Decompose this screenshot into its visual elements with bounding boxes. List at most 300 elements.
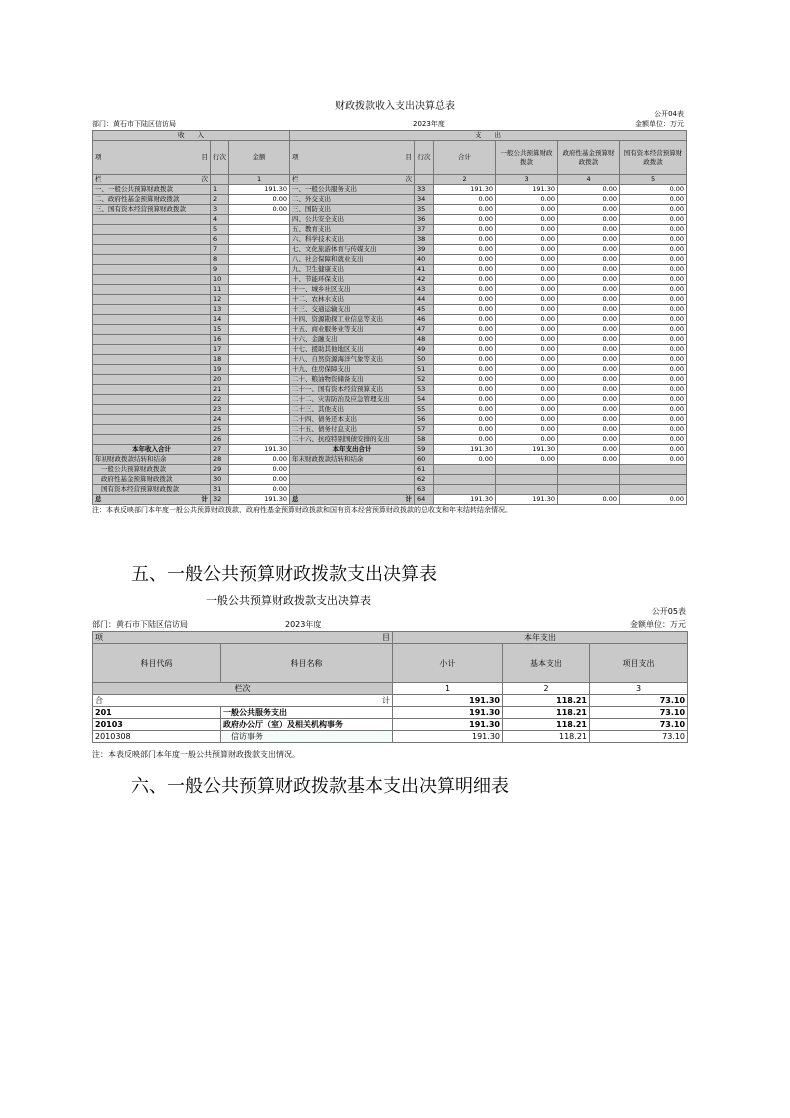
- end-balance-value: 0.00: [558, 455, 620, 465]
- expense-total: 0.00: [434, 355, 496, 365]
- expense-row-no: 45: [415, 305, 434, 315]
- expense-fund: 0.00: [558, 415, 620, 425]
- expense-state: 0.00: [620, 365, 687, 375]
- income-row-no: 19: [211, 365, 229, 375]
- expense-total: 0.00: [434, 245, 496, 255]
- table-row: [93, 425, 687, 435]
- table-row: [93, 275, 687, 285]
- table-row: [93, 335, 687, 345]
- subtotal-value: 191.30: [393, 707, 503, 719]
- sub-row-blank: [496, 485, 558, 495]
- col-state: 国有资本经营预算财政拨款: [620, 141, 687, 175]
- total-income-label: 本年收入合计: [93, 445, 211, 455]
- expense-state: 0.00: [620, 395, 687, 405]
- subject-name: 信访事务: [221, 731, 393, 743]
- sub-row-blank: [558, 475, 620, 485]
- table1: [92, 130, 687, 505]
- expense-item-name: 十五、商业服务业等支出: [290, 325, 415, 335]
- table-row: [93, 355, 687, 365]
- expense-state: 0.00: [620, 435, 687, 445]
- expense-item-name: 二十一、国有资本经营预算支出: [290, 385, 415, 395]
- income-item-name: [93, 405, 211, 415]
- expense-row-no: 48: [415, 335, 434, 345]
- income-item-name: [93, 285, 211, 295]
- expense-row-no: 39: [415, 245, 434, 255]
- expense-total: 0.00: [434, 205, 496, 215]
- sub-row-amount: 0.00: [229, 465, 290, 475]
- expense-state: 0.00: [620, 225, 687, 235]
- table2-note: 注：本表反映部门本年度一般公共预算财政拨款支出情况。: [92, 750, 300, 759]
- table-row: [93, 215, 687, 225]
- expense-row-no: 36: [415, 215, 434, 225]
- expense-general: 0.00: [496, 285, 558, 295]
- expense-item-name: 二十、粮油物资储备支出: [290, 375, 415, 385]
- t2-col-project: 项目支出: [590, 644, 688, 683]
- expense-fund: 0.00: [558, 405, 620, 415]
- basic-value: 118.21: [503, 707, 590, 719]
- lan-num: 4: [558, 175, 620, 185]
- income-row-no: 1: [211, 185, 229, 195]
- income-row-no: 14: [211, 315, 229, 325]
- expense-row-no: 50: [415, 355, 434, 365]
- income-amount: [229, 355, 290, 365]
- lan-num: 5: [620, 175, 687, 185]
- sub-row-expense-blank: [290, 485, 415, 495]
- income-amount: [229, 315, 290, 325]
- table-row: [93, 385, 687, 395]
- expense-fund: 0.00: [558, 205, 620, 215]
- expense-general: 0.00: [496, 225, 558, 235]
- table2: [92, 631, 688, 743]
- table-row: [93, 345, 687, 355]
- expense-fund: 0.00: [558, 275, 620, 285]
- col-item-label: 项: [292, 153, 299, 161]
- col-item-income: [93, 141, 211, 175]
- expense-item-name: 十三、交通运输支出: [290, 305, 415, 315]
- sub-row-blank: [620, 485, 687, 495]
- section-heading-6: 六、一般公共预算财政拨款基本支出决算明细表: [131, 776, 509, 797]
- income-row-no: 25: [211, 425, 229, 435]
- income-amount: [229, 405, 290, 415]
- income-row-no: 2: [211, 195, 229, 205]
- grand-total-expense-value: 0.00: [558, 495, 620, 505]
- t2-col-basic: 基本支出: [503, 644, 590, 683]
- expense-row-no: 54: [415, 395, 434, 405]
- income-row-no: 15: [211, 325, 229, 335]
- expense-item-name: 六、科学技术支出: [290, 235, 415, 245]
- table2-title: 一般公共预算财政拨款支出决算表: [206, 594, 371, 607]
- income-item-name: [93, 295, 211, 305]
- expense-fund: 0.00: [558, 365, 620, 375]
- income-row-no: 16: [211, 335, 229, 345]
- income-item-name: [93, 235, 211, 245]
- table-row: [93, 205, 687, 215]
- income-amount: [229, 365, 290, 375]
- income-item-name: [93, 225, 211, 235]
- expense-row-no: 46: [415, 315, 434, 325]
- expense-header: 支 出: [290, 131, 687, 141]
- project-value: 73.10: [590, 707, 688, 719]
- income-row-no: 26: [211, 435, 229, 445]
- income-item-name: [93, 335, 211, 345]
- expense-fund: 0.00: [558, 285, 620, 295]
- expense-general: 0.00: [496, 315, 558, 325]
- expense-state: 0.00: [620, 375, 687, 385]
- income-item-name: 三、国有资本经营预算财政拨款: [93, 205, 211, 215]
- t2-total-b: 计: [382, 696, 390, 705]
- expense-total: 0.00: [434, 235, 496, 245]
- sub-row-expense-no: 62: [415, 475, 434, 485]
- table1-code: 公开04表: [654, 110, 684, 118]
- expense-state: 0.00: [620, 215, 687, 225]
- sub-row-no: 31: [211, 485, 229, 495]
- income-item-name: [93, 415, 211, 425]
- sub-row-name: 一般公共预算财政拨款: [93, 465, 211, 475]
- t2-lanci: 栏次: [93, 683, 393, 695]
- income-item-name: [93, 215, 211, 225]
- expense-item-name: 十八、自然资源海洋气象等支出: [290, 355, 415, 365]
- income-amount: 191.30: [229, 185, 290, 195]
- income-row-no: 23: [211, 405, 229, 415]
- expense-fund: 0.00: [558, 325, 620, 335]
- income-amount: [229, 345, 290, 355]
- income-amount: [229, 275, 290, 285]
- expense-item-name: 四、公共安全支出: [290, 215, 415, 225]
- income-amount: [229, 335, 290, 345]
- grand-total-expense-value: 191.30: [434, 495, 496, 505]
- table-row: [93, 731, 688, 743]
- table2-year: 2023年度: [285, 620, 322, 629]
- income-amount: [229, 385, 290, 395]
- balance-row: [93, 455, 687, 465]
- income-row-no: 8: [211, 255, 229, 265]
- expense-general: 0.00: [496, 195, 558, 205]
- expense-total: 0.00: [434, 425, 496, 435]
- income-row-no: 22: [211, 395, 229, 405]
- table-row: [93, 435, 687, 445]
- expense-row-no: 41: [415, 265, 434, 275]
- expense-state: 0.00: [620, 325, 687, 335]
- table-row: [93, 325, 687, 335]
- income-row-no: 20: [211, 375, 229, 385]
- income-row-no: 3: [211, 205, 229, 215]
- lan-num: 1: [229, 175, 290, 185]
- expense-total: 0.00: [434, 295, 496, 305]
- table2-dept: 部门：黄石市下陆区信访局: [92, 620, 188, 629]
- expense-general: 0.00: [496, 245, 558, 255]
- table-row: [93, 225, 687, 235]
- income-row-no: 12: [211, 295, 229, 305]
- income-amount: 0.00: [229, 205, 290, 215]
- expense-fund: 0.00: [558, 215, 620, 225]
- expense-total: 0.00: [434, 255, 496, 265]
- t2-total-label: [93, 695, 393, 707]
- total-expense-no: 59: [415, 445, 434, 455]
- income-amount: [229, 395, 290, 405]
- expense-total: 0.00: [434, 335, 496, 345]
- income-amount: [229, 425, 290, 435]
- income-item-name: [93, 275, 211, 285]
- expense-fund: 0.00: [558, 425, 620, 435]
- expense-item-name: 八、社会保障和就业支出: [290, 255, 415, 265]
- expense-item-name: 一、一般公共服务支出: [290, 185, 415, 195]
- project-value: 73.10: [590, 719, 688, 731]
- lan-label: 栏: [292, 175, 299, 183]
- project-value: 73.10: [590, 731, 688, 743]
- expense-fund: 0.00: [558, 345, 620, 355]
- income-item-name: [93, 435, 211, 445]
- sub-row: [93, 465, 687, 475]
- income-item-name: [93, 315, 211, 325]
- expense-general: 0.00: [496, 235, 558, 245]
- income-amount: 0.00: [229, 195, 290, 205]
- expense-general: 0.00: [496, 415, 558, 425]
- lan-num: 3: [496, 175, 558, 185]
- expense-state: 0.00: [620, 415, 687, 425]
- begin-balance-label: 年初财政拨款结转和结余: [93, 455, 211, 465]
- table-row: [93, 395, 687, 405]
- expense-fund: 0.00: [558, 305, 620, 315]
- expense-total: 0.00: [434, 305, 496, 315]
- expense-general: 0.00: [496, 345, 558, 355]
- table-row: [93, 195, 687, 205]
- expense-state: 0.00: [620, 285, 687, 295]
- income-amount: [229, 325, 290, 335]
- table-row: [93, 707, 688, 719]
- total-expense-value: 0.00: [558, 445, 620, 455]
- income-amount: [229, 305, 290, 315]
- expense-total: 0.00: [434, 415, 496, 425]
- expense-state: 0.00: [620, 185, 687, 195]
- t2-total-subtotal: 191.30: [393, 695, 503, 707]
- sub-row-blank: [434, 475, 496, 485]
- expense-item-name: 十七、援助其他地区支出: [290, 345, 415, 355]
- expense-row-no: 55: [415, 405, 434, 415]
- col-mu-label: 目: [201, 153, 208, 161]
- expense-general: 0.00: [496, 205, 558, 215]
- income-row-no: 24: [211, 415, 229, 425]
- sub-row-blank: [558, 465, 620, 475]
- expense-state: 0.00: [620, 275, 687, 285]
- expense-total: 0.00: [434, 265, 496, 275]
- sub-row-expense-blank: [290, 475, 415, 485]
- income-amount: [229, 435, 290, 445]
- table-row: [93, 305, 687, 315]
- expense-item-name: 二十六、抗疫特别国债安排的支出: [290, 435, 415, 445]
- income-row-no: 11: [211, 285, 229, 295]
- expense-total: 0.00: [434, 405, 496, 415]
- expense-fund: 0.00: [558, 375, 620, 385]
- expense-total: 0.00: [434, 365, 496, 375]
- table1-title: 财政拨款收入支出决算总表: [335, 101, 455, 112]
- table1-dept: 部门：黄石市下陆区信访局: [92, 120, 176, 128]
- expense-row-no: 47: [415, 325, 434, 335]
- income-amount: [229, 265, 290, 275]
- table-row: [93, 255, 687, 265]
- income-amount: [229, 235, 290, 245]
- expense-state: 0.00: [620, 245, 687, 255]
- expense-item-name: 二十三、其他支出: [290, 405, 415, 415]
- expense-state: 0.00: [620, 385, 687, 395]
- grand-total-expense-label-left: 总: [292, 495, 299, 503]
- sub-row-expense-blank: [290, 465, 415, 475]
- table2-code: 公开05表: [651, 607, 686, 616]
- t2-mu-label: 目: [382, 633, 390, 642]
- total-income-amount: 191.30: [229, 445, 290, 455]
- expense-item-name: 十二、农林水支出: [290, 295, 415, 305]
- income-row-no: 6: [211, 235, 229, 245]
- expense-fund: 0.00: [558, 395, 620, 405]
- expense-row-no: 33: [415, 185, 434, 195]
- table-row: [93, 719, 688, 731]
- expense-total: 0.00: [434, 395, 496, 405]
- expense-fund: 0.00: [558, 195, 620, 205]
- expense-item-name: 十四、资源勘探工业信息等支出: [290, 315, 415, 325]
- sub-row-name: 国有资本经营预算财政拨款: [93, 485, 211, 495]
- expense-item-name: 二十五、债务付息支出: [290, 425, 415, 435]
- income-row-no: 18: [211, 355, 229, 365]
- expense-total: 0.00: [434, 385, 496, 395]
- income-row-no: 5: [211, 225, 229, 235]
- expense-fund: 0.00: [558, 295, 620, 305]
- begin-balance-no: 28: [211, 455, 229, 465]
- expense-fund: 0.00: [558, 435, 620, 445]
- begin-balance-amount: 0.00: [229, 455, 290, 465]
- expense-item-name: 十一、城乡社区支出: [290, 285, 415, 295]
- subject-name: 一般公共服务支出: [221, 707, 393, 719]
- t2-item-label: 项: [95, 633, 103, 642]
- table1-note: 注：本表反映部门本年度一般公共预算财政拨款、政府性基金预算财政拨款和国有资本经营预算财政拨款的总收支和年末结转结余情况。: [92, 506, 512, 514]
- expense-state: 0.00: [620, 235, 687, 245]
- grand-total-expense-label-right: 计: [405, 495, 413, 503]
- end-balance-value: 0.00: [496, 455, 558, 465]
- expense-general: 0.00: [496, 215, 558, 225]
- expense-item-name: 十六、金融支出: [290, 335, 415, 345]
- end-balance-value: 0.00: [620, 455, 687, 465]
- sub-row-blank: [620, 465, 687, 475]
- table-row: [93, 295, 687, 305]
- table-row: [93, 405, 687, 415]
- income-row-no: 10: [211, 275, 229, 285]
- expense-row-no: 52: [415, 375, 434, 385]
- t2-col-subtotal: 小计: [393, 644, 503, 683]
- expense-state: 0.00: [620, 335, 687, 345]
- expense-state: 0.00: [620, 265, 687, 275]
- expense-row-no: 57: [415, 425, 434, 435]
- expense-general: 0.00: [496, 335, 558, 345]
- expense-row-no: 43: [415, 285, 434, 295]
- expense-item-name: 三、国防支出: [290, 205, 415, 215]
- sub-row-amount: 0.00: [229, 485, 290, 495]
- expense-general: 0.00: [496, 435, 558, 445]
- lan-num: 2: [434, 175, 496, 185]
- sub-row-blank: [434, 485, 496, 495]
- income-header: 收 入: [93, 131, 290, 141]
- subject-code: 201: [93, 707, 221, 719]
- col-hangci-expense: 行次: [415, 141, 434, 175]
- col-item-label: 项: [95, 153, 102, 161]
- expense-state: 0.00: [620, 255, 687, 265]
- income-item-name: [93, 325, 211, 335]
- lan-ci-income: [93, 175, 211, 185]
- expense-state: 0.00: [620, 425, 687, 435]
- table-row: [93, 285, 687, 295]
- sub-row-blank: [620, 475, 687, 485]
- expense-fund: 0.00: [558, 255, 620, 265]
- expense-total: 0.00: [434, 275, 496, 285]
- expense-row-no: 51: [415, 365, 434, 375]
- expense-total: 0.00: [434, 345, 496, 355]
- expense-state: 0.00: [620, 195, 687, 205]
- lan-blank: [415, 175, 434, 185]
- grand-total-income-label: [93, 495, 211, 505]
- table1-year: 2023年度: [413, 120, 445, 128]
- expense-total: 0.00: [434, 215, 496, 225]
- table-row: [93, 265, 687, 275]
- income-amount: [229, 415, 290, 425]
- expense-item-name: 二十二、灾害防治及应急管理支出: [290, 395, 415, 405]
- expense-row-no: 58: [415, 435, 434, 445]
- table-row: [93, 315, 687, 325]
- grand-total-expense-label: [290, 495, 415, 505]
- expense-fund: 0.00: [558, 315, 620, 325]
- expense-general: 0.00: [496, 365, 558, 375]
- expense-row-no: 34: [415, 195, 434, 205]
- end-balance-label: 年末财政拨款结转和结余: [290, 455, 415, 465]
- income-item-name: [93, 365, 211, 375]
- income-item-name: [93, 305, 211, 315]
- expense-row-no: 56: [415, 415, 434, 425]
- expense-total: 0.00: [434, 435, 496, 445]
- expense-row-no: 44: [415, 295, 434, 305]
- income-amount: [229, 245, 290, 255]
- sub-row-no: 30: [211, 475, 229, 485]
- expense-state: 0.00: [620, 305, 687, 315]
- income-item-name: [93, 345, 211, 355]
- t2-total-a: 合: [95, 696, 103, 705]
- expense-item-name: 十、节能环保支出: [290, 275, 415, 285]
- income-amount: [229, 255, 290, 265]
- expense-total: 0.00: [434, 225, 496, 235]
- income-amount: [229, 215, 290, 225]
- lan-label: 栏: [95, 175, 102, 183]
- expense-item-name: 五、教育支出: [290, 225, 415, 235]
- table-row: [93, 375, 687, 385]
- expense-general: 0.00: [496, 305, 558, 315]
- expense-row-no: 40: [415, 255, 434, 265]
- sub-row: [93, 475, 687, 485]
- subtotal-value: 191.30: [393, 719, 503, 731]
- table-row: [93, 365, 687, 375]
- t2-col-code: 科目代码: [93, 644, 221, 683]
- expense-general: 0.00: [496, 325, 558, 335]
- col-fund: 政府性基金预算财政拨款: [558, 141, 620, 175]
- expense-general: 0.00: [496, 265, 558, 275]
- income-item-name: [93, 355, 211, 365]
- expense-general: 0.00: [496, 395, 558, 405]
- expense-row-no: 35: [415, 205, 434, 215]
- grand-total-expense-value: 0.00: [620, 495, 687, 505]
- expense-state: 0.00: [620, 345, 687, 355]
- income-row-no: 9: [211, 265, 229, 275]
- expense-fund: 0.00: [558, 265, 620, 275]
- col-item-expense: [290, 141, 415, 175]
- end-balance-value: 0.00: [434, 455, 496, 465]
- basic-value: 118.21: [503, 719, 590, 731]
- lan-ci-expense: [290, 175, 415, 185]
- col-total: 合计: [434, 141, 496, 175]
- t2-col-item: [93, 632, 393, 644]
